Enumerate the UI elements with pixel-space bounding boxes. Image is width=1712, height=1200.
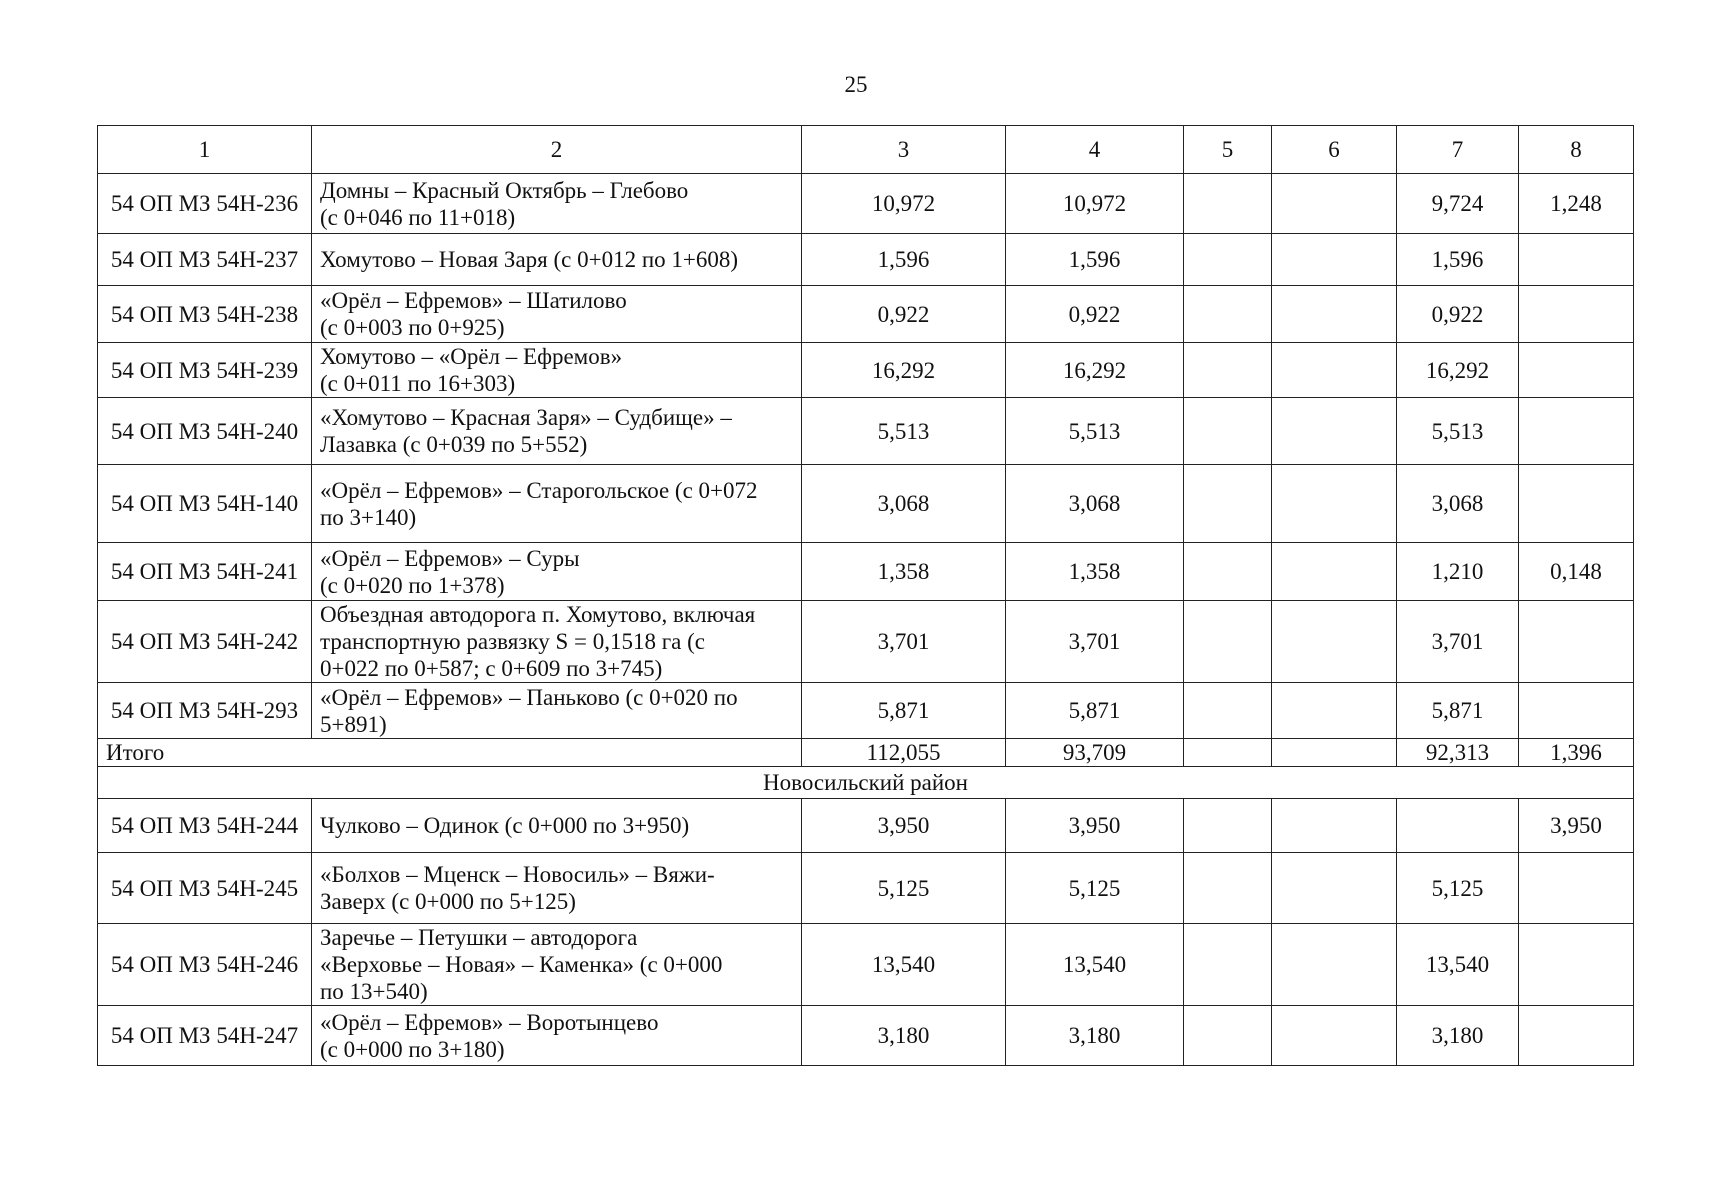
table-body — [98, 126, 1634, 1066]
value-cell-5 — [1184, 543, 1272, 601]
value-cell-3: 5,513 — [802, 398, 1006, 465]
header-cell-2: 2 — [312, 126, 802, 174]
value-cell-5 — [1184, 174, 1272, 234]
district-row — [98, 767, 1634, 799]
header-cell-3: 3 — [802, 126, 1006, 174]
value-cell-6 — [1272, 234, 1397, 286]
value-cell-6 — [1272, 853, 1397, 924]
value-cell-5 — [1184, 853, 1272, 924]
table-row — [98, 174, 1634, 234]
value-cell-3: 3,950 — [802, 799, 1006, 853]
value-cell-6 — [1272, 398, 1397, 465]
table-row — [98, 343, 1634, 398]
road-name-cell: «Орёл – Ефремов» – Шатилово (с 0+003 по 0+925) — [312, 286, 802, 343]
table-row — [98, 398, 1634, 465]
road-code-cell: 54 ОП МЗ 54Н-240 — [98, 398, 312, 465]
table-row — [98, 465, 1634, 543]
table-row — [98, 683, 1634, 739]
value-cell-7: 3,701 — [1397, 601, 1519, 683]
roads-table — [97, 125, 1634, 1066]
total-label: Итого — [98, 739, 802, 767]
value-cell-6 — [1272, 924, 1397, 1006]
header-cell-4: 4 — [1006, 126, 1184, 174]
value-cell-6 — [1272, 799, 1397, 853]
value-cell-5 — [1184, 1006, 1272, 1066]
header-row — [98, 126, 1634, 174]
value-cell-3: 5,125 — [802, 853, 1006, 924]
value-cell-6 — [1272, 543, 1397, 601]
road-code-cell: 54 ОП МЗ 54Н-242 — [98, 601, 312, 683]
value-cell-3: 0,922 — [802, 286, 1006, 343]
total-row — [98, 739, 1634, 767]
value-cell-4: 10,972 — [1006, 174, 1184, 234]
value-cell-5 — [1184, 601, 1272, 683]
value-cell-4: 5,513 — [1006, 398, 1184, 465]
value-cell-3: 13,540 — [802, 924, 1006, 1006]
value-cell-4: 16,292 — [1006, 343, 1184, 398]
value-cell-5 — [1184, 234, 1272, 286]
road-code-cell: 54 ОП МЗ 54Н-236 — [98, 174, 312, 234]
road-name-cell: «Орёл – Ефремов» – Старогольское (с 0+072 по 3+140) — [312, 465, 802, 543]
value-cell-7: 3,068 — [1397, 465, 1519, 543]
value-cell-3: 3,701 — [802, 601, 1006, 683]
table-row — [98, 799, 1634, 853]
value-cell-7: 5,871 — [1397, 683, 1519, 739]
value-cell-7: 0,922 — [1397, 286, 1519, 343]
header-cell-6: 6 — [1272, 126, 1397, 174]
road-code-cell: 54 ОП МЗ 54Н-244 — [98, 799, 312, 853]
header-cell-8: 8 — [1519, 126, 1634, 174]
total-value-7: 92,313 — [1397, 739, 1519, 767]
total-value-6 — [1272, 739, 1397, 767]
value-cell-4: 3,701 — [1006, 601, 1184, 683]
road-code-cell: 54 ОП МЗ 54Н-140 — [98, 465, 312, 543]
value-cell-8 — [1519, 343, 1634, 398]
value-cell-8 — [1519, 286, 1634, 343]
road-name-cell: «Болхов – Мценск – Новосиль» – Вяжи- Заверх (с 0+000 по 5+125) — [312, 853, 802, 924]
header-cell-7: 7 — [1397, 126, 1519, 174]
value-cell-4: 3,180 — [1006, 1006, 1184, 1066]
road-code-cell: 54 ОП МЗ 54Н-247 — [98, 1006, 312, 1066]
value-cell-5 — [1184, 465, 1272, 543]
road-code-cell: 54 ОП МЗ 54Н-293 — [98, 683, 312, 739]
total-value-4: 93,709 — [1006, 739, 1184, 767]
table-row — [98, 543, 1634, 601]
value-cell-7: 5,513 — [1397, 398, 1519, 465]
road-name-cell: «Орёл – Ефремов» – Суры (с 0+020 по 1+378) — [312, 543, 802, 601]
value-cell-4: 5,871 — [1006, 683, 1184, 739]
road-name-cell: Хомутово – «Орёл – Ефремов» (с 0+011 по 16+303) — [312, 343, 802, 398]
value-cell-5 — [1184, 924, 1272, 1006]
road-code-cell: 54 ОП МЗ 54Н-245 — [98, 853, 312, 924]
value-cell-7: 13,540 — [1397, 924, 1519, 1006]
value-cell-3: 1,358 — [802, 543, 1006, 601]
value-cell-4: 5,125 — [1006, 853, 1184, 924]
value-cell-8 — [1519, 853, 1634, 924]
road-name-cell: «Орёл – Ефремов» – Воротынцево (с 0+000 по 3+180) — [312, 1006, 802, 1066]
value-cell-8: 1,248 — [1519, 174, 1634, 234]
total-value-3: 112,055 — [802, 739, 1006, 767]
value-cell-6 — [1272, 174, 1397, 234]
table-row — [98, 234, 1634, 286]
value-cell-7 — [1397, 799, 1519, 853]
road-code-cell: 54 ОП МЗ 54Н-238 — [98, 286, 312, 343]
value-cell-7: 5,125 — [1397, 853, 1519, 924]
header-cell-1: 1 — [98, 126, 312, 174]
value-cell-6 — [1272, 286, 1397, 343]
total-value-5 — [1184, 739, 1272, 767]
value-cell-5 — [1184, 683, 1272, 739]
road-name-cell: Объездная автодорога п. Хомутово, включая транспортную развязку S = 0,1518 га (с 0+022 по 0+587; с 0+609 по 3+745) — [312, 601, 802, 683]
value-cell-5 — [1184, 286, 1272, 343]
value-cell-3: 3,068 — [802, 465, 1006, 543]
value-cell-7: 1,596 — [1397, 234, 1519, 286]
value-cell-7: 3,180 — [1397, 1006, 1519, 1066]
page-number: 25 — [844, 72, 868, 97]
value-cell-6 — [1272, 1006, 1397, 1066]
table-row — [98, 924, 1634, 1006]
value-cell-8 — [1519, 465, 1634, 543]
road-code-cell: 54 ОП МЗ 54Н-246 — [98, 924, 312, 1006]
value-cell-7: 9,724 — [1397, 174, 1519, 234]
district-heading: Новосильский район — [98, 767, 1634, 799]
value-cell-7: 1,210 — [1397, 543, 1519, 601]
value-cell-4: 3,068 — [1006, 465, 1184, 543]
table-row — [98, 601, 1634, 683]
value-cell-6 — [1272, 601, 1397, 683]
value-cell-8 — [1519, 924, 1634, 1006]
road-name-cell: «Орёл – Ефремов» – Паньково (с 0+020 по 5+891) — [312, 683, 802, 739]
value-cell-8: 3,950 — [1519, 799, 1634, 853]
value-cell-4: 3,950 — [1006, 799, 1184, 853]
table-row — [98, 1006, 1634, 1066]
value-cell-5 — [1184, 343, 1272, 398]
total-value-8: 1,396 — [1519, 739, 1634, 767]
road-name-cell: «Хомутово – Красная Заря» – Судбище» – Лазавка (с 0+039 по 5+552) — [312, 398, 802, 465]
value-cell-6 — [1272, 343, 1397, 398]
road-name-cell: Хомутово – Новая Заря (с 0+012 по 1+608) — [312, 234, 802, 286]
value-cell-8 — [1519, 1006, 1634, 1066]
value-cell-6 — [1272, 465, 1397, 543]
value-cell-5 — [1184, 398, 1272, 465]
value-cell-5 — [1184, 799, 1272, 853]
road-code-cell: 54 ОП МЗ 54Н-241 — [98, 543, 312, 601]
value-cell-8 — [1519, 601, 1634, 683]
value-cell-3: 5,871 — [802, 683, 1006, 739]
value-cell-7: 16,292 — [1397, 343, 1519, 398]
value-cell-4: 0,922 — [1006, 286, 1184, 343]
value-cell-8: 0,148 — [1519, 543, 1634, 601]
value-cell-3: 10,972 — [802, 174, 1006, 234]
road-name-cell: Заречье – Петушки – автодорога «Верховье – Новая» – Каменка» (с 0+000 по 13+540) — [312, 924, 802, 1006]
value-cell-3: 16,292 — [802, 343, 1006, 398]
value-cell-8 — [1519, 234, 1634, 286]
value-cell-8 — [1519, 683, 1634, 739]
value-cell-3: 3,180 — [802, 1006, 1006, 1066]
value-cell-4: 1,596 — [1006, 234, 1184, 286]
road-name-cell: Домны – Красный Октябрь – Глебово (с 0+046 по 11+018) — [312, 174, 802, 234]
value-cell-8 — [1519, 398, 1634, 465]
road-name-cell: Чулково – Одинок (с 0+000 по 3+950) — [312, 799, 802, 853]
table-row — [98, 853, 1634, 924]
road-code-cell: 54 ОП МЗ 54Н-237 — [98, 234, 312, 286]
road-code-cell: 54 ОП МЗ 54Н-239 — [98, 343, 312, 398]
value-cell-4: 13,540 — [1006, 924, 1184, 1006]
value-cell-3: 1,596 — [802, 234, 1006, 286]
header-cell-5: 5 — [1184, 126, 1272, 174]
value-cell-6 — [1272, 683, 1397, 739]
value-cell-4: 1,358 — [1006, 543, 1184, 601]
table-row — [98, 286, 1634, 343]
